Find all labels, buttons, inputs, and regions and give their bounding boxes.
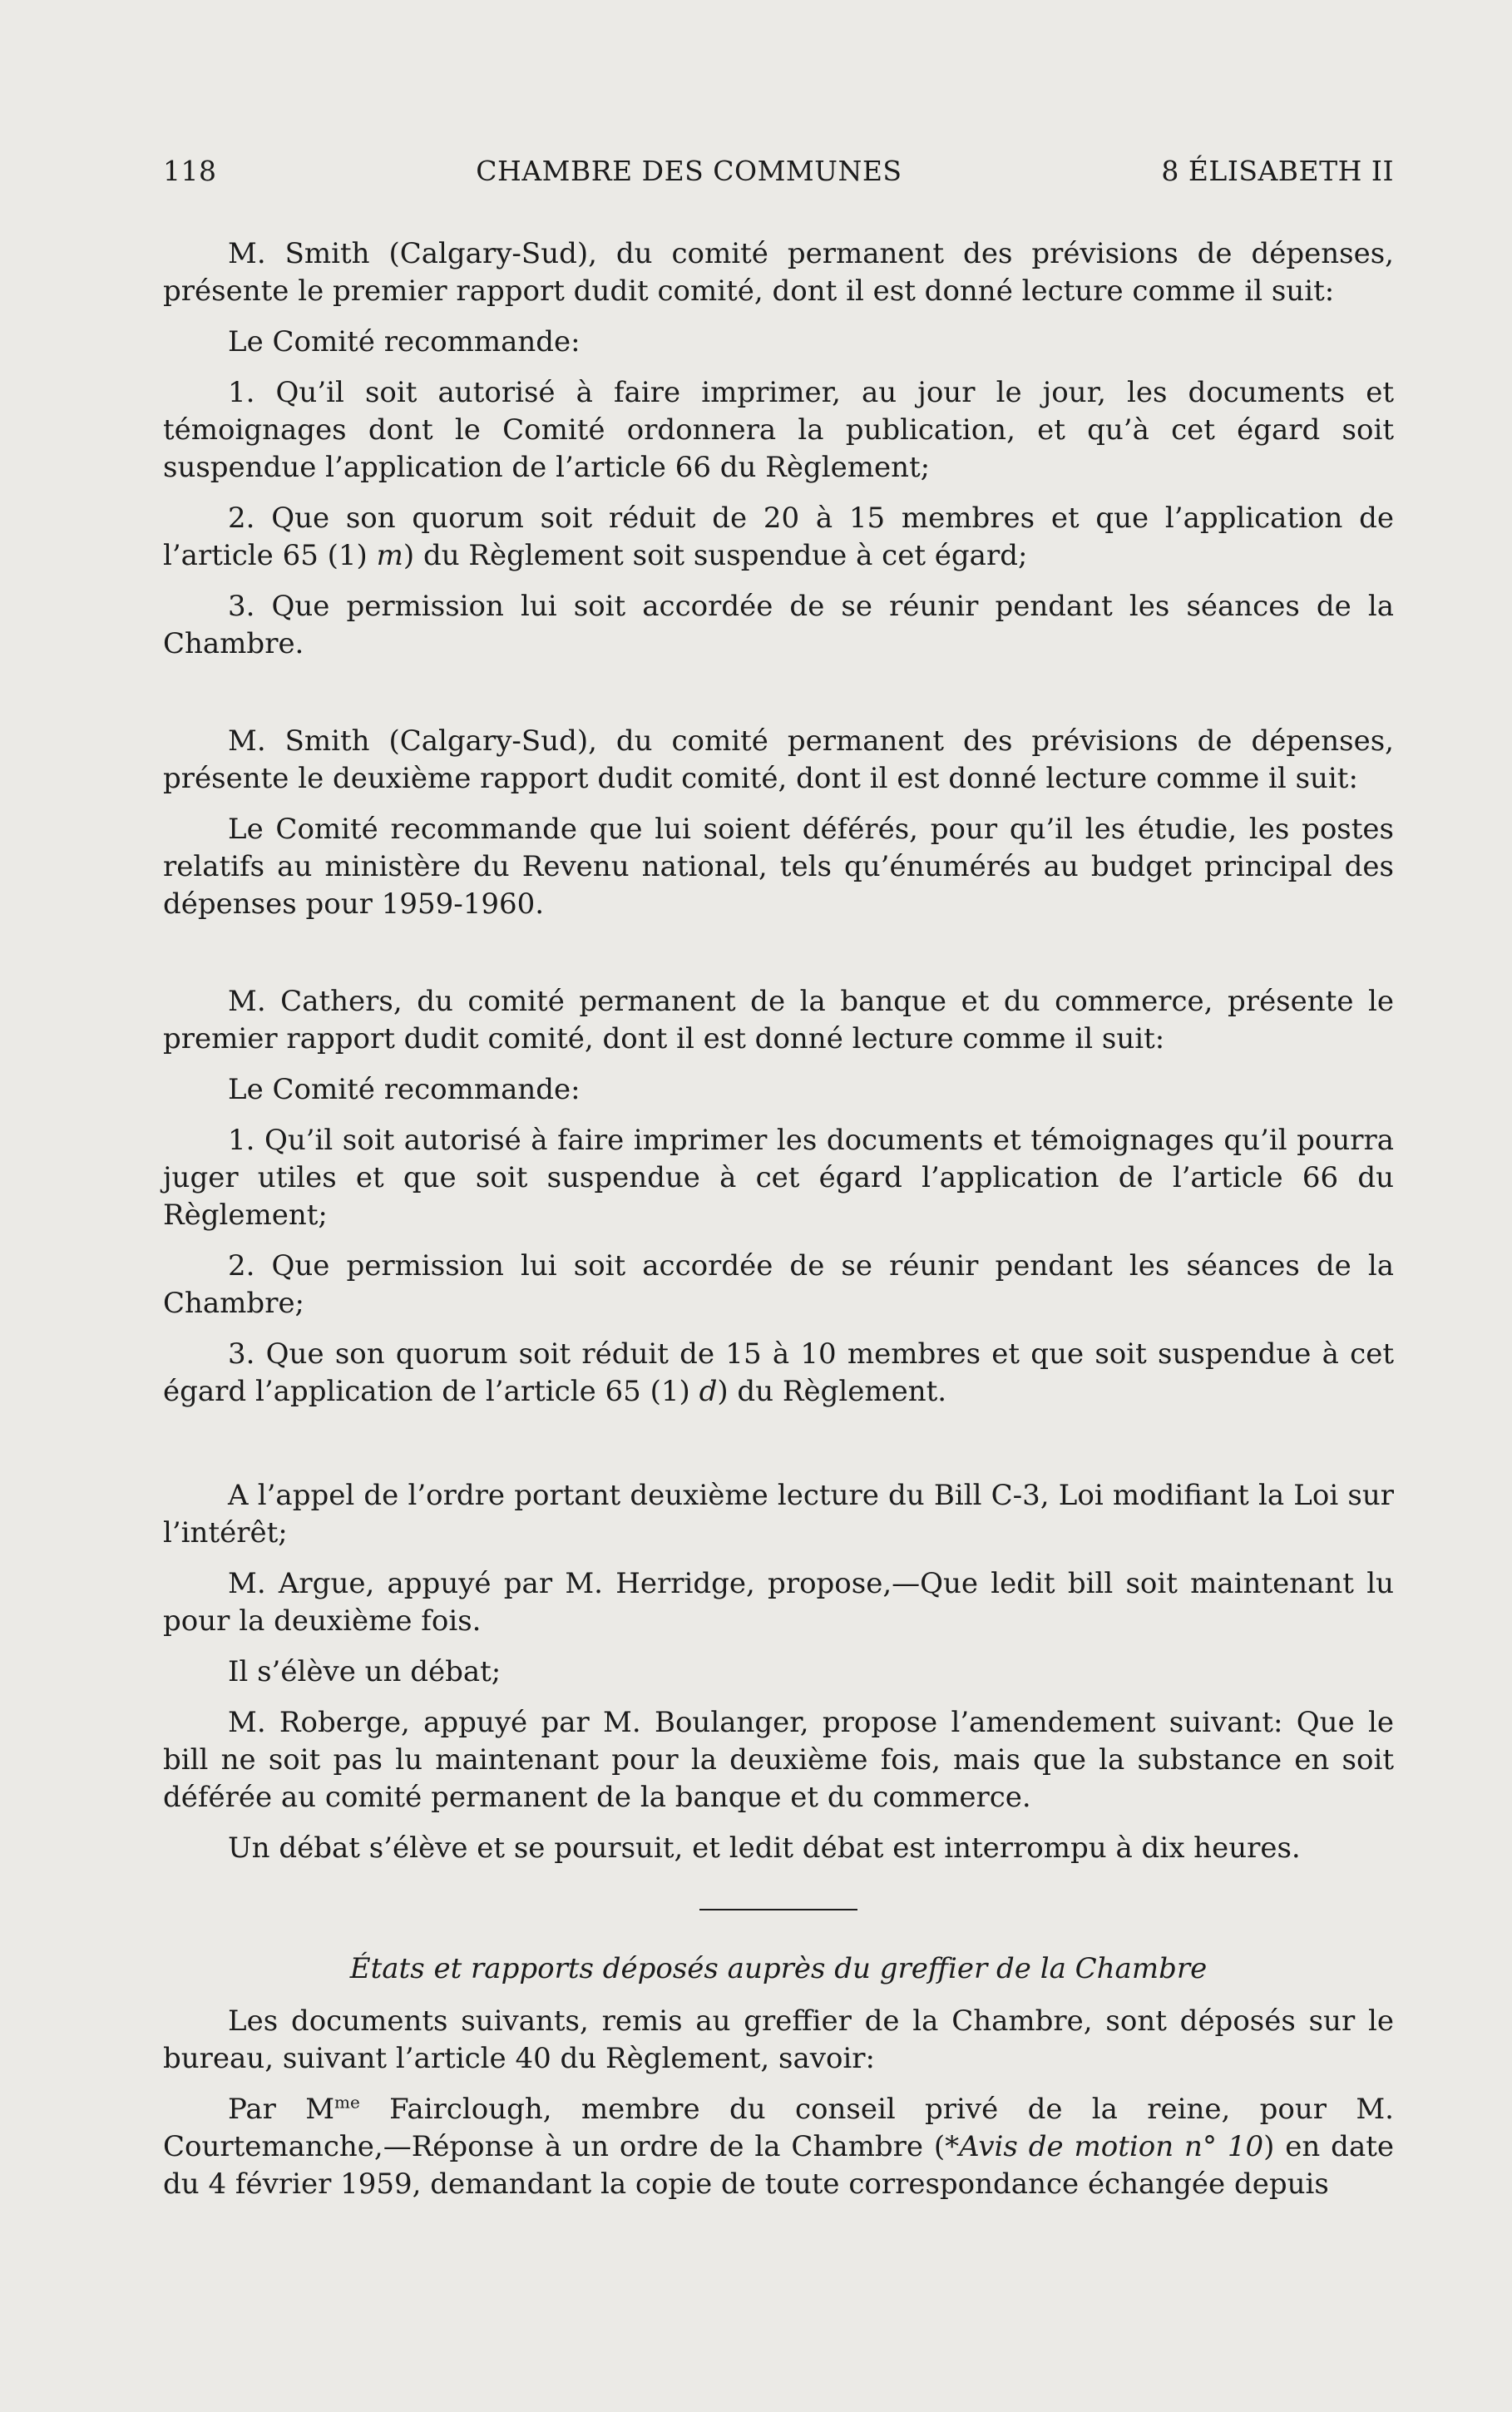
header-title: CHAMBRE DES COMMUNES: [476, 155, 902, 187]
report-section-1: [163, 235, 1394, 663]
section-divider: [699, 1909, 857, 1910]
page-number: 118: [163, 155, 217, 187]
report-3-item-3-tail: ) du Règlement.: [717, 1375, 947, 1408]
report-1-item-2: [163, 500, 1394, 575]
returns-entry-superscript: me: [334, 2092, 360, 2113]
running-header: [163, 155, 1394, 187]
returns-intro: Les documents suivants, remis au greffier de la Chambre, sont déposés sur le bureau, suivant l’article 40 du Règlement, savoir:: [163, 2004, 1394, 2075]
report-1-item-2-tail: ) du Règlement soit suspendue à cet égard;: [403, 539, 1028, 572]
report-3-item-1: 1. Qu’il soit autorisé à faire imprimer les documents et témoignages qu’il pourra juger utiles et que soit suspendue à cet égard l’application de l’article 66 du Règlement;: [163, 1124, 1394, 1232]
returns-entry-end: ) en date du 4 février 1959, demandant la copie de toute correspondance échangée depuis: [163, 2130, 1394, 2201]
report-3-item-2: 2. Que permission lui soit accordée de se réunir pendant les séances de la Chambre;: [163, 1249, 1394, 1320]
returns-entry-middle: Fairclough, membre du conseil privé de la reine, pour M. Courtemanche,—Réponse à un ordre de la Chambre (: [163, 2093, 1394, 2163]
report-section-2: [163, 723, 1394, 923]
report-3-lead: Le Comité recommande:: [228, 1073, 581, 1106]
returns-section: [163, 1950, 1394, 2203]
returns-entry-motion: *Avis de motion n° 10: [945, 2130, 1264, 2163]
report-3-item-3: [163, 1336, 1394, 1411]
bill-amendment: M. Roberge, appuyé par M. Boulanger, propose l’amendement suivant: Que le bill ne soit pas lu maintenant pour la deuxième fois, mais que la substance en soit déférée au comité permanent de la banque et du commerce.: [163, 1706, 1394, 1814]
bill-debate-interrupted: Un débat s’élève et se poursuit, et ledit débat est interrompu à dix heures.: [228, 1831, 1301, 1865]
bill-debate-arises: Il s’élève un débat;: [228, 1655, 502, 1688]
report-1-item-2-letter: m: [376, 539, 403, 572]
report-3-item-3-text: 3. Que son quorum soit réduit de 15 à 10 membres et que soit suspendue à cet égard l’application de l’article 65 (1): [163, 1337, 1394, 1408]
report-2-intro: M. Smith (Calgary-Sud), du comité permanent des prévisions de dépenses, présente le deuxième rapport dudit comité, dont il est donné lecture comme il suit:: [163, 724, 1394, 795]
report-3-item-3-letter: d: [699, 1375, 718, 1408]
bill-section: [163, 1477, 1394, 1867]
report-1-intro: M. Smith (Calgary-Sud), du comité permanent des prévisions de dépenses, présente le premier rapport dudit comité, dont il est donné lecture comme il suit:: [163, 237, 1394, 308]
report-1-item-1: 1. Qu’il soit autorisé à faire imprimer, au jour le jour, les documents et témoignages dont le Comité ordonnera la publication, et qu’à cet égard soit suspendue l’application de l’article 66 du Règlement;: [163, 376, 1394, 484]
returns-entry-start: Par M: [228, 2093, 335, 2126]
report-section-3: [163, 983, 1394, 1411]
bill-motion: M. Argue, appuyé par M. Herridge, propose,—Que ledit bill soit maintenant lu pour la deuxième fois.: [163, 1567, 1394, 1638]
report-3-intro: M. Cathers, du comité permanent de la banque et du commerce, présente le premier rapport dudit comité, dont il est donné lecture comme il suit:: [163, 985, 1394, 1055]
regnal-year: 8 ÉLISABETH II: [1161, 155, 1394, 187]
report-1-lead: Le Comité recommande:: [228, 325, 581, 358]
bill-order-call: A l’appel de l’ordre portant deuxième lecture du Bill C-3, Loi modifiant la Loi sur l’intérêt;: [163, 1479, 1394, 1550]
report-1-item-3: 3. Que permission lui soit accordée de se réunir pendant les séances de la Chambre.: [163, 590, 1394, 660]
returns-heading: États et rapports déposés auprès du greffier de la Chambre: [349, 1952, 1208, 1985]
report-1-item-2-text: 2. Que son quorum soit réduit de 20 à 15 membres et que l’application de l’article 65 (1): [163, 502, 1394, 572]
page: [163, 155, 1394, 2203]
returns-entry: [163, 2091, 1394, 2203]
report-2-body: Le Comité recommande que lui soient déférés, pour qu’il les étudie, les postes relatifs au ministère du Revenu national, tels qu’énumérés au budget principal des dépenses pour 1959-1960.: [163, 813, 1394, 921]
